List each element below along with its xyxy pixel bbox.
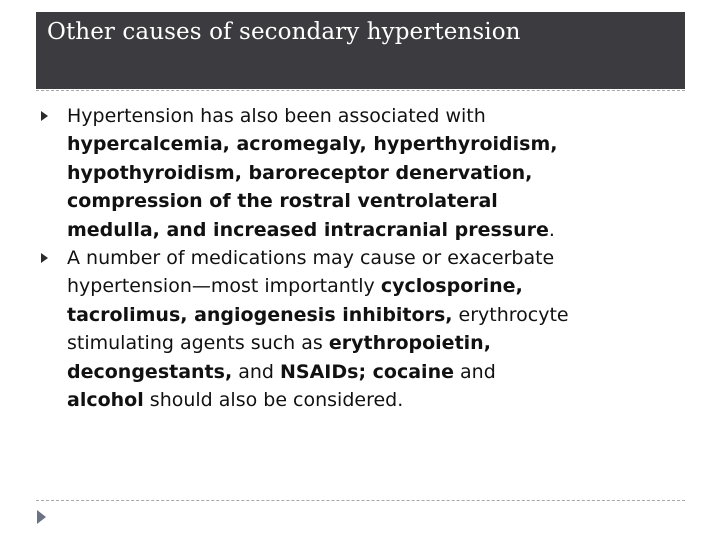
bold-text-run: tacrolimus, angiogenesis inhibitors, [67, 303, 453, 326]
bullet-line [67, 102, 696, 130]
text-run: and [453, 360, 496, 383]
text-run: . [548, 218, 555, 241]
bullet-line [67, 216, 696, 244]
bold-text-run: NSAIDs; cocaine [280, 360, 454, 383]
bullet-list [36, 102, 696, 414]
slide-title: Other causes of secondary hypertension [47, 19, 521, 45]
title-divider [36, 90, 685, 91]
bullet-line [67, 159, 696, 187]
text-run: Hypertension has also been associated with [67, 105, 486, 127]
bold-text-run: decongestants, [67, 360, 233, 383]
bullet-line [67, 130, 696, 158]
text-run: hypertension—most importantly [67, 275, 381, 298]
bullet-line [67, 386, 696, 414]
bold-text-run: compression of the rostral ventrolateral [67, 190, 498, 213]
text-run: stimulating agents such as [67, 332, 329, 355]
text-run: should also be considered. [143, 389, 404, 412]
bullet-line [67, 301, 696, 329]
text-run: A number of medications may cause or exacerbate [67, 247, 555, 270]
bullet-line [67, 358, 696, 386]
title-bar [36, 12, 685, 89]
bold-text-run: hypercalcemia, acromegaly, hyperthyroidism, [67, 133, 558, 156]
bullet-line [67, 329, 696, 357]
text-run: and [232, 360, 280, 383]
bold-text-run: hypothyroidism, baroreceptor denervation, [67, 161, 533, 184]
next-slide-arrow-icon[interactable] [37, 510, 46, 524]
bullet-triangle-icon [41, 253, 48, 263]
bullet-triangle-icon [41, 111, 48, 121]
text-run: erythrocyte [452, 303, 569, 326]
bullet-item-1 [36, 102, 696, 244]
bullet-line [67, 244, 696, 272]
bold-text-run: cyclosporine, [380, 275, 523, 298]
bullet-item-2 [36, 244, 696, 414]
bold-text-run: medulla, and increased intracranial pressure [67, 218, 549, 241]
footer-divider [36, 500, 685, 501]
bold-text-run: alcohol [67, 389, 144, 412]
bullet-line [67, 187, 696, 215]
bullet-line [67, 272, 696, 300]
bold-text-run: erythropoietin, [328, 332, 491, 355]
